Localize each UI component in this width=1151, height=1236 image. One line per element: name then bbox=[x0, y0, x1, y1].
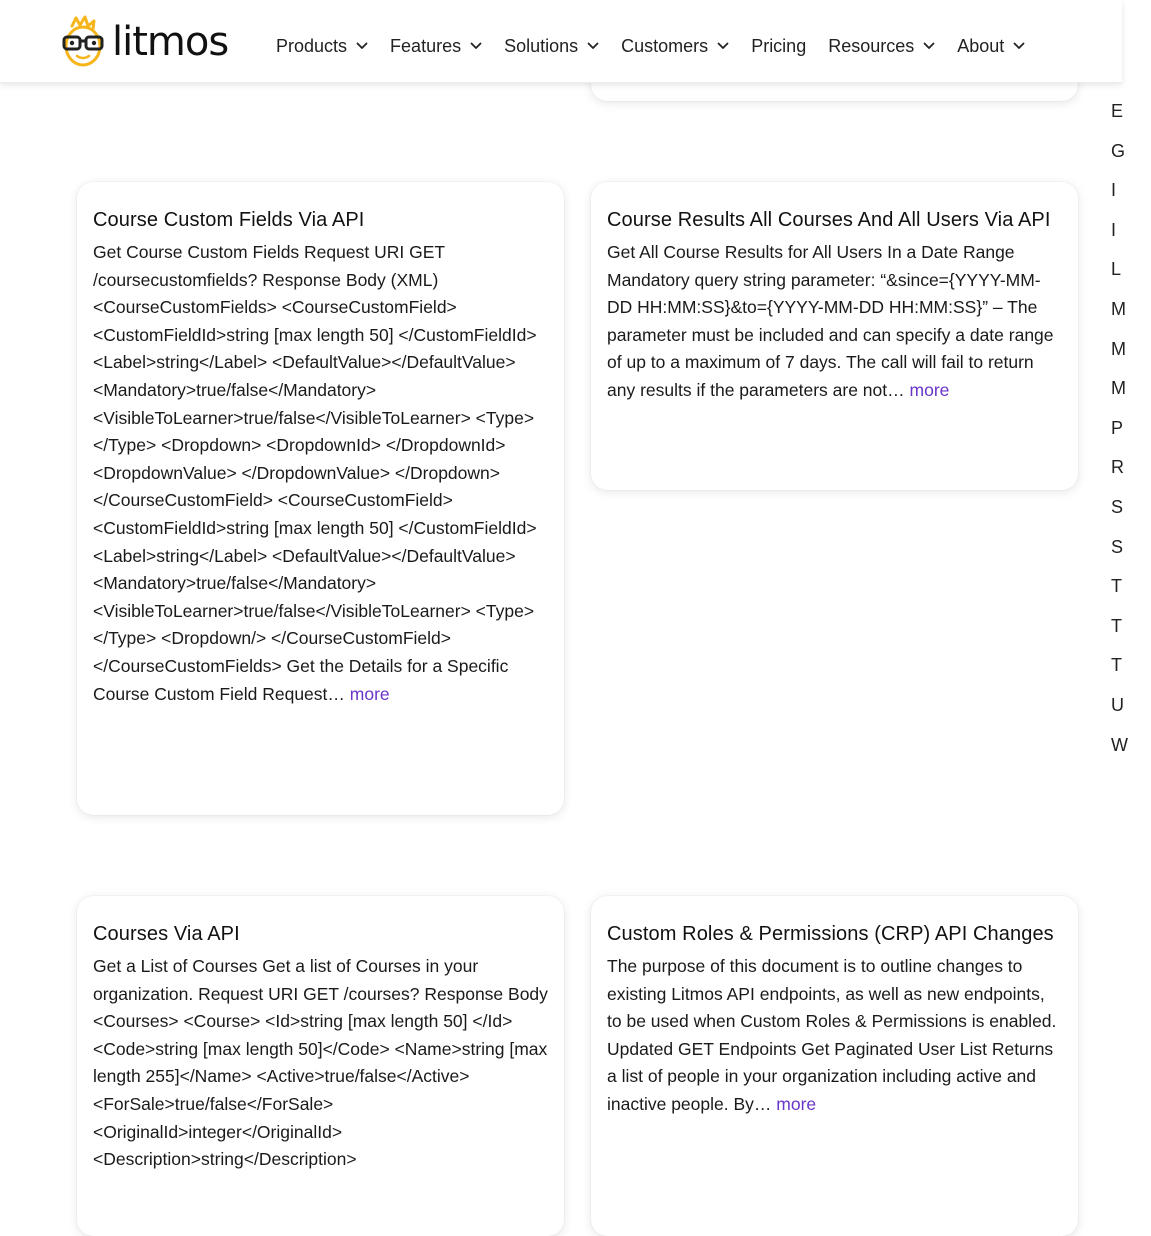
nav-pricing[interactable] bbox=[751, 36, 806, 57]
card-title[interactable]: Course Custom Fields Via API bbox=[93, 209, 365, 231]
sidebar-category-item[interactable]: L bbox=[1111, 259, 1122, 280]
card-excerpt-text: Get All Course Results for All Users In a Date Range Mandatory query string parameter: “&since={YYYY-MM-DD HH:MM:SS}&to={YYYY-MM-DD HH:MM:SS}” – The parameter must be included and can specify a date range of up to a maximum of 7 days. The call will fail to return any results if the parameters are not… bbox=[607, 242, 1054, 400]
card-excerpt-text: Get Course Custom Fields Request URI GET /coursecustomfields? Response Body (XML) <CourseCustomFields> <CourseCustomField> <CustomFieldId>string [max length 50] </CustomFieldId> <Label>string</Label> <DefaultValue></DefaultValue> <Mandatory>true/false</Mandatory> <VisibleToLearner>true/false</VisibleToLearner> <Type></Type> <Dropdown> <DropdownId> </DropdownId> <DropdownValue> </DropdownValue> </Dropdown> </CourseCustomField> <CourseCustomField> <CustomFieldId>string [max length 50] </CustomFieldId> <Label>string</Label> <DefaultValue></DefaultValue> <Mandatory>true/false</Mandatory> <VisibleToLearner>true/false</VisibleToLearner> <Type></Type> <Dropdown/> </CourseCustomField> </CourseCustomFields> Get the Details for a Specific Course Custom Field Request… bbox=[93, 242, 537, 704]
chevron-down-icon bbox=[587, 40, 599, 52]
chevron-down-icon bbox=[1013, 40, 1025, 52]
sidebar-category-item[interactable]: P bbox=[1111, 417, 1124, 438]
sidebar-category-item[interactable]: W bbox=[1111, 734, 1128, 755]
main-nav bbox=[276, 0, 1025, 92]
nav-resources[interactable] bbox=[828, 36, 935, 57]
chevron-down-icon bbox=[923, 40, 935, 52]
category-sidebar bbox=[1111, 98, 1151, 771]
site-header bbox=[0, 0, 1122, 83]
more-link[interactable]: more bbox=[909, 379, 950, 400]
sidebar-category-item[interactable]: T bbox=[1111, 655, 1122, 676]
litmos-logo[interactable] bbox=[60, 16, 228, 68]
card-excerpt bbox=[607, 239, 1062, 405]
logo-mascot-icon bbox=[60, 16, 106, 68]
sidebar-category-item[interactable]: E bbox=[1111, 101, 1124, 121]
sidebar-category-item[interactable]: S bbox=[1111, 536, 1124, 557]
nav-features-label: Features bbox=[390, 35, 462, 56]
card-excerpt bbox=[93, 953, 548, 1174]
nav-resources-label: Resources bbox=[828, 35, 915, 56]
sidebar-category-item[interactable]: S bbox=[1111, 496, 1124, 517]
nav-about-label: About bbox=[957, 35, 1005, 56]
sidebar-category-item[interactable]: G bbox=[1111, 140, 1126, 161]
sidebar-category-item[interactable]: I bbox=[1111, 180, 1117, 201]
nav-solutions-label: Solutions bbox=[504, 35, 579, 56]
card-excerpt-text: Get a List of Courses Get a list of Courses in your organization. Request URI GET /courses? Response Body <Courses> <Course> <Id>string [max length 50] </Id> <Code>string [max length 50]</Code> <Name>string [max length 255]</Name> <Active>true/false</Active> <ForSale>true/false</ForSale> <OriginalId>integer</OriginalId> <Description>string</Description> bbox=[93, 956, 548, 1170]
card-title[interactable]: Courses Via API bbox=[93, 923, 240, 945]
sidebar-category-item[interactable]: R bbox=[1111, 457, 1124, 478]
article-card[interactable] bbox=[591, 182, 1078, 490]
nav-about[interactable] bbox=[957, 36, 1025, 57]
sidebar-category-item[interactable]: M bbox=[1111, 378, 1126, 399]
sidebar-category-item[interactable]: T bbox=[1111, 615, 1122, 636]
card-excerpt bbox=[607, 953, 1062, 1119]
nav-products-label: Products bbox=[276, 35, 348, 56]
card-excerpt-text: The purpose of this document is to outline changes to existing Litmos API endpoints, as well as new endpoints, to be used when Custom Roles & Permissions is enabled. Updated GET Endpoints Get Paginated User List Returns a list of people in your organization including active and inactive people. By… bbox=[607, 956, 1057, 1114]
sidebar-category-item[interactable]: M bbox=[1111, 338, 1126, 359]
article-card[interactable] bbox=[77, 182, 564, 815]
nav-solutions[interactable] bbox=[504, 36, 599, 57]
nav-features[interactable] bbox=[390, 36, 482, 57]
card-title[interactable]: Custom Roles & Permissions (CRP) API Changes bbox=[607, 923, 1054, 945]
sidebar-category-item[interactable]: I bbox=[1111, 219, 1117, 240]
card-title[interactable]: Course Results All Courses And All Users Via API bbox=[607, 209, 1051, 231]
sidebar-category-item[interactable]: M bbox=[1111, 298, 1126, 319]
logo-wordmark: litmos bbox=[112, 19, 229, 65]
chevron-down-icon bbox=[470, 40, 482, 52]
more-link[interactable]: more bbox=[349, 683, 390, 704]
nav-customers[interactable] bbox=[621, 36, 729, 57]
more-link[interactable]: more bbox=[776, 1093, 817, 1114]
nav-pricing-label: Pricing bbox=[751, 35, 807, 56]
article-card[interactable] bbox=[77, 896, 564, 1236]
chevron-down-icon bbox=[717, 40, 729, 52]
nav-customers-label: Customers bbox=[621, 35, 709, 56]
card-excerpt bbox=[93, 239, 548, 708]
article-card[interactable] bbox=[591, 896, 1078, 1236]
chevron-down-icon bbox=[356, 40, 368, 52]
nav-products[interactable] bbox=[276, 36, 368, 57]
sidebar-category-item[interactable]: U bbox=[1111, 694, 1124, 715]
sidebar-category-item[interactable]: T bbox=[1111, 576, 1122, 597]
